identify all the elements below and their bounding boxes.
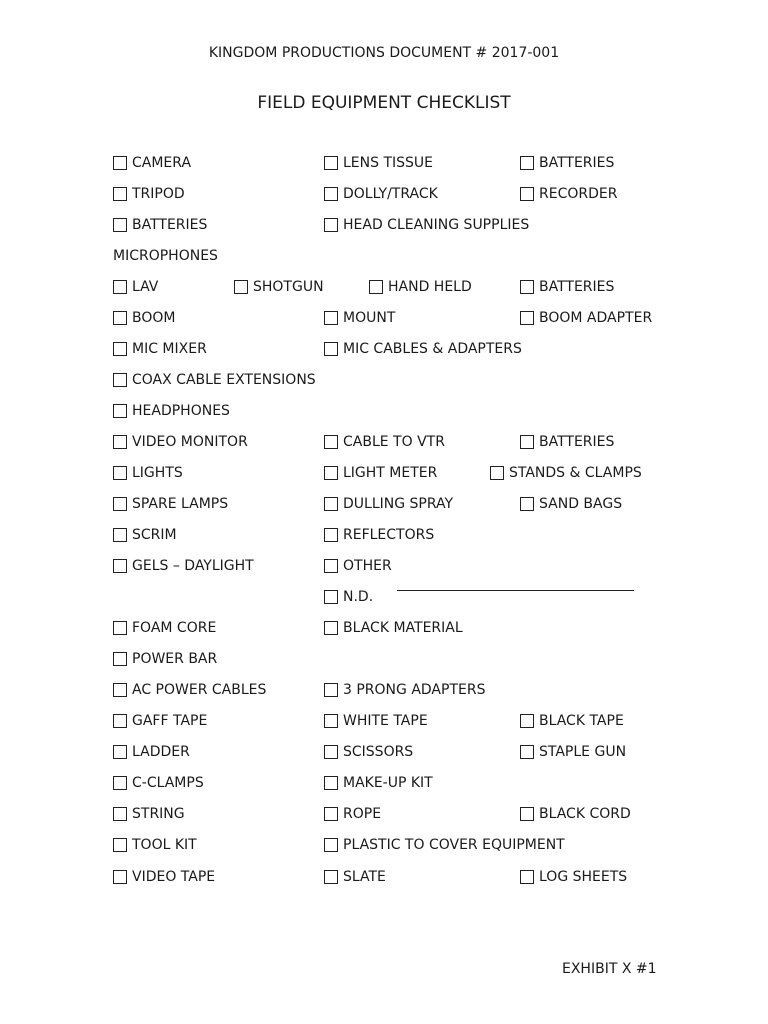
- checkbox-icon[interactable]: [234, 280, 248, 294]
- checklist-item-label: STAPLE GUN: [539, 744, 627, 760]
- checklist-item-scrim: [113, 526, 177, 544]
- checklist-item-label: POWER BAR: [132, 651, 218, 667]
- checklist-item-label: GELS – DAYLIGHT: [132, 558, 254, 574]
- checkbox-icon[interactable]: [113, 807, 127, 821]
- checklist-item-black-cord: [520, 805, 631, 823]
- checklist-item-slate: [324, 868, 386, 886]
- checkbox-icon[interactable]: [324, 497, 338, 511]
- section-label-microphones: MICROPHONES: [113, 248, 218, 264]
- checkbox-icon[interactable]: [324, 683, 338, 697]
- checkbox-icon[interactable]: [520, 714, 534, 728]
- checklist-item-label: LAV: [132, 279, 159, 295]
- checklist-item-lens-tissue: [324, 154, 433, 172]
- checklist-item-n-d: [324, 588, 373, 606]
- checkbox-icon[interactable]: [520, 187, 534, 201]
- checklist-item-ladder: [113, 743, 190, 761]
- checkbox-icon[interactable]: [324, 745, 338, 759]
- checklist-item-label: WHITE TAPE: [343, 713, 428, 729]
- checklist-item-label: MIC MIXER: [132, 341, 207, 357]
- checklist-item-label: BATTERIES: [539, 434, 615, 450]
- checklist-item-reflectors: [324, 526, 434, 544]
- checklist-item-headphones: [113, 402, 230, 420]
- checklist-item-label: VIDEO TAPE: [132, 869, 216, 885]
- checkbox-icon[interactable]: [520, 497, 534, 511]
- checklist-item-coax-cable-extensions: [113, 371, 316, 389]
- checklist-item-label: BLACK MATERIAL: [343, 620, 463, 636]
- checklist-item-label: C-CLAMPS: [132, 775, 204, 791]
- checklist-item-label: LIGHT METER: [343, 465, 438, 481]
- checkbox-icon[interactable]: [113, 776, 127, 790]
- checklist-item-label: AC POWER CABLES: [132, 682, 267, 698]
- checklist-item-3-prong-adapters: [324, 681, 485, 699]
- checklist-item-label: OTHER: [343, 558, 392, 574]
- checklist-item-stands-clamps: [490, 464, 642, 482]
- checklist-item-label: LADDER: [132, 744, 190, 760]
- checkbox-icon[interactable]: [113, 870, 127, 884]
- checklist-item-label: SCISSORS: [343, 744, 414, 760]
- document-header: KINGDOM PRODUCTIONS DOCUMENT # 2017-001: [208, 45, 560, 61]
- checklist-item-rope: [324, 805, 381, 823]
- checkbox-icon[interactable]: [520, 807, 534, 821]
- checkbox-icon[interactable]: [520, 280, 534, 294]
- checklist-item-black-material: [324, 619, 463, 637]
- checkbox-icon[interactable]: [369, 280, 383, 294]
- checklist-item-hand-held: [369, 278, 472, 296]
- checklist-item-label: N.D.: [343, 589, 374, 605]
- checkbox-icon[interactable]: [113, 187, 127, 201]
- checklist-item-label: TOOL KIT: [132, 837, 197, 853]
- checkbox-icon[interactable]: [324, 714, 338, 728]
- checkbox-icon[interactable]: [324, 435, 338, 449]
- checklist-item-label: ROPE: [343, 806, 382, 822]
- checklist-item-cable-to-vtr: [324, 433, 445, 451]
- checkbox-icon[interactable]: [113, 745, 127, 759]
- checklist-item-sand-bags: [520, 495, 622, 513]
- checkbox-icon[interactable]: [113, 156, 127, 170]
- checklist-item-label: MIC CABLES & ADAPTERS: [343, 341, 522, 357]
- checklist-item-light-meter: [324, 464, 437, 482]
- checklist-item-label: REFLECTORS: [343, 527, 435, 543]
- checklist-item-label: BOOM: [132, 310, 176, 326]
- checkbox-icon[interactable]: [113, 342, 127, 356]
- checkbox-icon[interactable]: [113, 528, 127, 542]
- checkbox-icon[interactable]: [324, 621, 338, 635]
- checklist-item-other: [324, 557, 392, 575]
- checklist-item-boom: [113, 309, 175, 327]
- checkbox-icon[interactable]: [324, 528, 338, 542]
- checkbox-icon[interactable]: [113, 466, 127, 480]
- checklist-item-label: HEAD CLEANING SUPPLIES: [343, 217, 530, 233]
- checklist-item-label: SCRIM: [132, 527, 177, 543]
- checklist-item-label: SLATE: [343, 869, 386, 885]
- checklist-item-label: BLACK CORD: [539, 806, 631, 822]
- checklist-item-make-up-kit: [324, 774, 433, 792]
- checklist-item-ac-power-cables: [113, 681, 266, 699]
- checklist-item-c-clamps: [113, 774, 204, 792]
- checklist-item-label: HEADPHONES: [132, 403, 230, 419]
- checklist-item-label: LENS TISSUE: [343, 155, 434, 171]
- page-title: FIELD EQUIPMENT CHECKLIST: [257, 93, 511, 113]
- checklist-item-recorder: [520, 185, 617, 203]
- checklist-item-label: BATTERIES: [132, 217, 208, 233]
- checkbox-icon[interactable]: [113, 497, 127, 511]
- checklist-item-shotgun: [234, 278, 324, 296]
- checklist-item-label: STRING: [132, 806, 185, 822]
- checklist-item-gels-daylight: [113, 557, 254, 575]
- checkbox-icon[interactable]: [113, 280, 127, 294]
- checklist-item-label: LIGHTS: [132, 465, 183, 481]
- checklist-item-label: TRIPOD: [132, 186, 185, 202]
- checkbox-icon[interactable]: [324, 870, 338, 884]
- checkbox-icon[interactable]: [113, 714, 127, 728]
- checkbox-icon[interactable]: [113, 621, 127, 635]
- checklist-item-batteries: [520, 278, 614, 296]
- checklist-item-staple-gun: [520, 743, 626, 761]
- checklist-item-label: CABLE TO VTR: [343, 434, 445, 450]
- checkbox-icon[interactable]: [324, 807, 338, 821]
- checklist-item-label: LOG SHEETS: [539, 869, 628, 885]
- checklist-item-black-tape: [520, 712, 624, 730]
- checklist-item-string: [113, 805, 185, 823]
- checklist-item-mic-mixer: [113, 340, 207, 358]
- checklist-item-label: DOLLY/TRACK: [343, 186, 438, 202]
- checklist-item-foam-core: [113, 619, 216, 637]
- checklist-item-boom-adapter: [520, 309, 652, 327]
- checkbox-icon[interactable]: [113, 435, 127, 449]
- checkbox-icon[interactable]: [324, 156, 338, 170]
- checklist-item-label: BATTERIES: [539, 155, 615, 171]
- checklist-item-label: 3 PRONG ADAPTERS: [343, 682, 486, 698]
- checkbox-icon[interactable]: [490, 466, 504, 480]
- checklist-item-label: GAFF TAPE: [132, 713, 208, 729]
- checklist-item-label: SHOTGUN: [253, 279, 324, 295]
- checklist-item-label: MOUNT: [343, 310, 396, 326]
- checklist-item-label: PLASTIC TO COVER EQUIPMENT: [343, 837, 565, 853]
- checkbox-icon[interactable]: [324, 466, 338, 480]
- checklist-item-label: BLACK TAPE: [539, 713, 624, 729]
- checklist-item-tripod: [113, 185, 185, 203]
- checkbox-icon[interactable]: [113, 838, 127, 852]
- checklist-item-batteries: [520, 154, 614, 172]
- checklist-item-gaff-tape: [113, 712, 207, 730]
- checklist-item-label: CAMERA: [132, 155, 192, 171]
- checklist-item-label: BOOM ADAPTER: [539, 310, 653, 326]
- checklist-item-batteries: [113, 216, 207, 234]
- checklist-item-scissors: [324, 743, 413, 761]
- checklist-item-label: DULLING SPRAY: [343, 496, 454, 512]
- checklist-item-label: BATTERIES: [539, 279, 615, 295]
- checklist-item-dulling-spray: [324, 495, 453, 513]
- checklist-item-power-bar: [113, 650, 217, 668]
- checkbox-icon[interactable]: [324, 218, 338, 232]
- checklist-item-label: COAX CABLE EXTENSIONS: [132, 372, 316, 388]
- checkbox-icon[interactable]: [113, 559, 127, 573]
- checklist-item-label: SPARE LAMPS: [132, 496, 229, 512]
- checklist-item-video-tape: [113, 868, 215, 886]
- checkbox-icon[interactable]: [324, 776, 338, 790]
- checkbox-icon[interactable]: [520, 156, 534, 170]
- checklist-item-label: HAND HELD: [388, 279, 472, 295]
- checkbox-icon[interactable]: [520, 870, 534, 884]
- checkbox-icon[interactable]: [324, 187, 338, 201]
- checkbox-icon[interactable]: [324, 311, 338, 325]
- checkbox-icon[interactable]: [113, 404, 127, 418]
- checklist-item-dolly-track: [324, 185, 438, 203]
- checklist-item-label: RECORDER: [539, 186, 618, 202]
- checklist-item-label: SAND BAGS: [539, 496, 623, 512]
- checkbox-icon[interactable]: [520, 745, 534, 759]
- checklist-item-tool-kit: [113, 836, 197, 854]
- checkbox-icon[interactable]: [113, 373, 127, 387]
- checklist-item-spare-lamps: [113, 495, 228, 513]
- checklist-item-batteries: [520, 433, 614, 451]
- checklist-item-mount: [324, 309, 395, 327]
- checklist-item-plastic-to-cover-equipment: [324, 836, 565, 854]
- exhibit-footer: EXHIBIT X #1: [562, 961, 657, 977]
- checklist-item-label: MAKE-UP KIT: [343, 775, 433, 791]
- checklist-item-log-sheets: [520, 868, 627, 886]
- checklist-item-label: FOAM CORE: [132, 620, 217, 636]
- checklist-item-label: STANDS & CLAMPS: [509, 465, 642, 481]
- checkbox-icon[interactable]: [113, 652, 127, 666]
- checkbox-icon[interactable]: [324, 342, 338, 356]
- checklist-item-camera: [113, 154, 191, 172]
- checklist-item-lights: [113, 464, 183, 482]
- checklist-item-mic-cables-adapters: [324, 340, 522, 358]
- checkbox-icon[interactable]: [324, 559, 338, 573]
- checkbox-icon[interactable]: [520, 435, 534, 449]
- checklist-item-lav: [113, 278, 158, 296]
- checklist-item-label: VIDEO MONITOR: [132, 434, 248, 450]
- blank-line: [397, 590, 634, 591]
- checkbox-icon[interactable]: [520, 311, 534, 325]
- checklist-item-head-cleaning-supplies: [324, 216, 529, 234]
- checklist-item-white-tape: [324, 712, 428, 730]
- checkbox-icon[interactable]: [113, 311, 127, 325]
- checkbox-icon[interactable]: [324, 590, 338, 604]
- checkbox-icon[interactable]: [113, 683, 127, 697]
- checklist-item-video-monitor: [113, 433, 248, 451]
- checkbox-icon[interactable]: [113, 218, 127, 232]
- checkbox-icon[interactable]: [324, 838, 338, 852]
